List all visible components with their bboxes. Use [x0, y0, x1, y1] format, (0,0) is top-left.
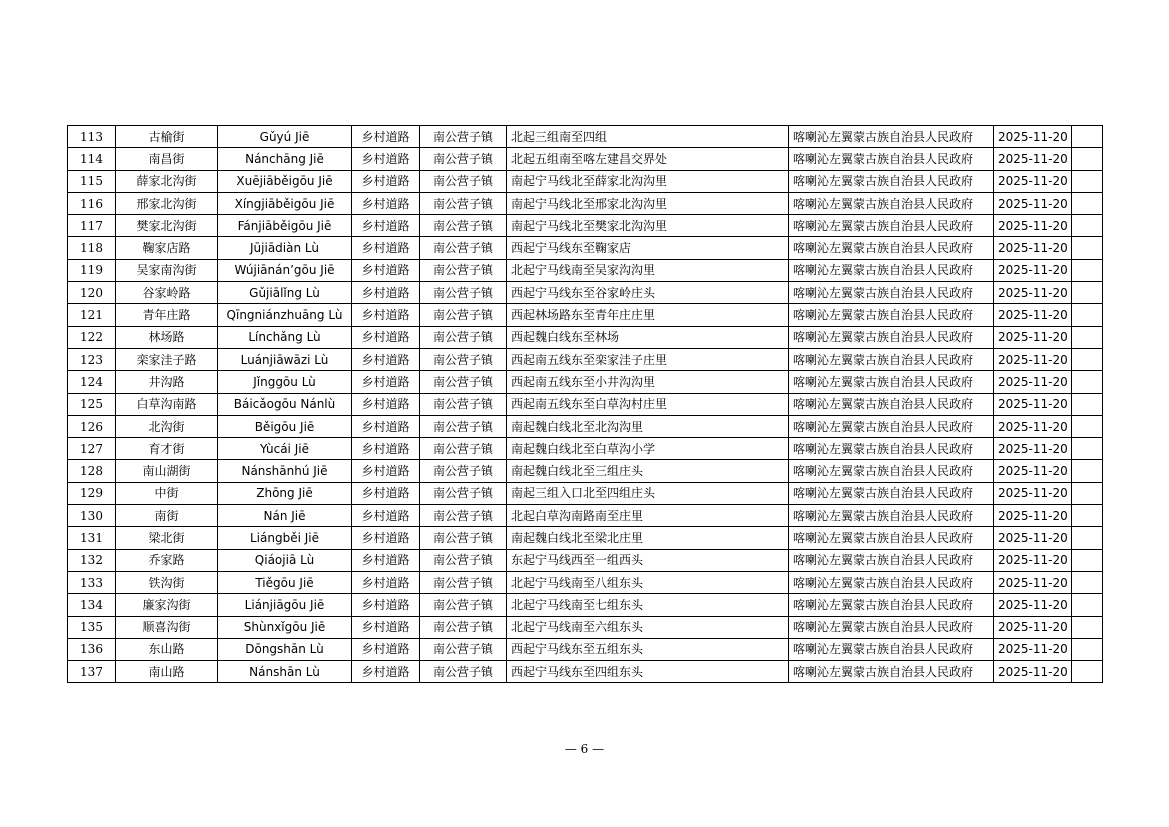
note-cell	[1072, 192, 1103, 214]
approval-date: 2025-11-20	[994, 661, 1072, 683]
road-extent: 西起宁马线东至四组东头	[507, 661, 789, 683]
road-name: 梁北街	[116, 527, 218, 549]
town-name: 南公营子镇	[420, 170, 507, 192]
road-pinyin: Luánjiāwāzi Lù	[218, 348, 352, 370]
road-type: 乡村道路	[352, 505, 420, 527]
row-number: 120	[68, 282, 116, 304]
road-type: 乡村道路	[352, 616, 420, 638]
town-name: 南公营子镇	[420, 638, 507, 660]
road-type: 乡村道路	[352, 415, 420, 437]
row-number: 116	[68, 192, 116, 214]
row-number: 135	[68, 616, 116, 638]
approving-authority: 喀喇沁左翼蒙古族自治县人民政府	[789, 170, 994, 192]
approving-authority: 喀喇沁左翼蒙古族自治县人民政府	[789, 616, 994, 638]
row-number: 133	[68, 571, 116, 593]
note-cell	[1072, 482, 1103, 504]
town-name: 南公营子镇	[420, 371, 507, 393]
approving-authority: 喀喇沁左翼蒙古族自治县人民政府	[789, 505, 994, 527]
road-name: 东山路	[116, 638, 218, 660]
table-row	[68, 594, 1103, 616]
road-names-table	[67, 125, 1103, 683]
town-name: 南公营子镇	[420, 192, 507, 214]
note-cell	[1072, 549, 1103, 571]
road-pinyin: Nán Jiē	[218, 505, 352, 527]
approving-authority: 喀喇沁左翼蒙古族自治县人民政府	[789, 438, 994, 460]
approving-authority: 喀喇沁左翼蒙古族自治县人民政府	[789, 126, 994, 148]
approving-authority: 喀喇沁左翼蒙古族自治县人民政府	[789, 192, 994, 214]
row-number: 134	[68, 594, 116, 616]
table-row	[68, 661, 1103, 683]
road-pinyin: Liángběi Jiē	[218, 527, 352, 549]
road-extent: 南起魏白线北至北沟沟里	[507, 415, 789, 437]
note-cell	[1072, 371, 1103, 393]
road-type: 乡村道路	[352, 661, 420, 683]
note-cell	[1072, 126, 1103, 148]
approval-date: 2025-11-20	[994, 549, 1072, 571]
road-pinyin: Línchǎng Lù	[218, 326, 352, 348]
road-type: 乡村道路	[352, 259, 420, 281]
road-pinyin: Gǔyú Jiē	[218, 126, 352, 148]
road-name: 吴家南沟街	[116, 259, 218, 281]
approval-date: 2025-11-20	[994, 237, 1072, 259]
road-pinyin: Zhōng Jiē	[218, 482, 352, 504]
table-row	[68, 505, 1103, 527]
table-row	[68, 616, 1103, 638]
road-name: 南街	[116, 505, 218, 527]
road-name: 古榆街	[116, 126, 218, 148]
row-number: 115	[68, 170, 116, 192]
road-type: 乡村道路	[352, 460, 420, 482]
row-number: 132	[68, 549, 116, 571]
road-pinyin: Báicǎogōu Nánlù	[218, 393, 352, 415]
town-name: 南公营子镇	[420, 393, 507, 415]
road-extent: 南起魏白线北至三组庄头	[507, 460, 789, 482]
road-extent: 南起三组入口北至四组庄头	[507, 482, 789, 504]
row-number: 129	[68, 482, 116, 504]
approval-date: 2025-11-20	[994, 415, 1072, 437]
approval-date: 2025-11-20	[994, 594, 1072, 616]
road-name: 邢家北沟街	[116, 192, 218, 214]
road-type: 乡村道路	[352, 594, 420, 616]
approving-authority: 喀喇沁左翼蒙古族自治县人民政府	[789, 215, 994, 237]
approval-date: 2025-11-20	[994, 215, 1072, 237]
note-cell	[1072, 170, 1103, 192]
approving-authority: 喀喇沁左翼蒙古族自治县人民政府	[789, 282, 994, 304]
road-extent: 北起宁马线南至六组东头	[507, 616, 789, 638]
table-row	[68, 148, 1103, 170]
note-cell	[1072, 616, 1103, 638]
row-number: 124	[68, 371, 116, 393]
road-extent: 北起白草沟南路南至庄里	[507, 505, 789, 527]
row-number: 131	[68, 527, 116, 549]
road-name: 南山湖街	[116, 460, 218, 482]
approving-authority: 喀喇沁左翼蒙古族自治县人民政府	[789, 661, 994, 683]
town-name: 南公营子镇	[420, 616, 507, 638]
town-name: 南公营子镇	[420, 571, 507, 593]
table-row	[68, 326, 1103, 348]
approval-date: 2025-11-20	[994, 126, 1072, 148]
table-row	[68, 549, 1103, 571]
road-pinyin: Liánjiāgōu Jiē	[218, 594, 352, 616]
approval-date: 2025-11-20	[994, 438, 1072, 460]
approval-date: 2025-11-20	[994, 326, 1072, 348]
note-cell	[1072, 594, 1103, 616]
row-number: 117	[68, 215, 116, 237]
table-row	[68, 348, 1103, 370]
row-number: 119	[68, 259, 116, 281]
road-type: 乡村道路	[352, 215, 420, 237]
road-type: 乡村道路	[352, 192, 420, 214]
row-number: 118	[68, 237, 116, 259]
approval-date: 2025-11-20	[994, 393, 1072, 415]
road-name: 青年庄路	[116, 304, 218, 326]
row-number: 126	[68, 415, 116, 437]
approving-authority: 喀喇沁左翼蒙古族自治县人民政府	[789, 527, 994, 549]
approval-date: 2025-11-20	[994, 192, 1072, 214]
road-extent: 西起宁马线东至五组东头	[507, 638, 789, 660]
road-name: 顺喜沟街	[116, 616, 218, 638]
town-name: 南公营子镇	[420, 482, 507, 504]
road-name: 乔家路	[116, 549, 218, 571]
approving-authority: 喀喇沁左翼蒙古族自治县人民政府	[789, 482, 994, 504]
town-name: 南公营子镇	[420, 527, 507, 549]
note-cell	[1072, 438, 1103, 460]
row-number: 125	[68, 393, 116, 415]
road-pinyin: Tiěgōu Jiē	[218, 571, 352, 593]
row-number: 130	[68, 505, 116, 527]
town-name: 南公营子镇	[420, 215, 507, 237]
road-type: 乡村道路	[352, 304, 420, 326]
approval-date: 2025-11-20	[994, 527, 1072, 549]
approval-date: 2025-11-20	[994, 259, 1072, 281]
table-row	[68, 237, 1103, 259]
road-type: 乡村道路	[352, 571, 420, 593]
approving-authority: 喀喇沁左翼蒙古族自治县人民政府	[789, 415, 994, 437]
table-row	[68, 215, 1103, 237]
town-name: 南公营子镇	[420, 126, 507, 148]
road-pinyin: Běigōu Jiē	[218, 415, 352, 437]
road-name: 铁沟街	[116, 571, 218, 593]
approval-date: 2025-11-20	[994, 282, 1072, 304]
road-pinyin: Qīngniánzhuāng Lù	[218, 304, 352, 326]
town-name: 南公营子镇	[420, 661, 507, 683]
road-type: 乡村道路	[352, 237, 420, 259]
approving-authority: 喀喇沁左翼蒙古族自治县人民政府	[789, 594, 994, 616]
table-row	[68, 126, 1103, 148]
road-pinyin: Gǔjiālǐng Lù	[218, 282, 352, 304]
approval-date: 2025-11-20	[994, 304, 1072, 326]
note-cell	[1072, 505, 1103, 527]
town-name: 南公营子镇	[420, 438, 507, 460]
note-cell	[1072, 393, 1103, 415]
road-pinyin: Jǐnggōu Lù	[218, 371, 352, 393]
town-name: 南公营子镇	[420, 415, 507, 437]
road-pinyin: Nánshānhú Jiē	[218, 460, 352, 482]
note-cell	[1072, 415, 1103, 437]
road-name: 谷家岭路	[116, 282, 218, 304]
road-pinyin: Xíngjiāběigōu Jiē	[218, 192, 352, 214]
row-number: 114	[68, 148, 116, 170]
road-name: 林场路	[116, 326, 218, 348]
note-cell	[1072, 348, 1103, 370]
row-number: 121	[68, 304, 116, 326]
road-type: 乡村道路	[352, 326, 420, 348]
approving-authority: 喀喇沁左翼蒙古族自治县人民政府	[789, 371, 994, 393]
row-number: 123	[68, 348, 116, 370]
approving-authority: 喀喇沁左翼蒙古族自治县人民政府	[789, 393, 994, 415]
approving-authority: 喀喇沁左翼蒙古族自治县人民政府	[789, 237, 994, 259]
road-name: 中街	[116, 482, 218, 504]
road-type: 乡村道路	[352, 638, 420, 660]
town-name: 南公营子镇	[420, 348, 507, 370]
road-pinyin: Jūjiādiàn Lù	[218, 237, 352, 259]
road-name: 北沟街	[116, 415, 218, 437]
approving-authority: 喀喇沁左翼蒙古族自治县人民政府	[789, 549, 994, 571]
note-cell	[1072, 571, 1103, 593]
road-extent: 西起南五线东至白草沟村庄里	[507, 393, 789, 415]
road-extent: 北起三组南至四组	[507, 126, 789, 148]
road-extent: 南起宁马线北至樊家北沟沟里	[507, 215, 789, 237]
note-cell	[1072, 326, 1103, 348]
approving-authority: 喀喇沁左翼蒙古族自治县人民政府	[789, 571, 994, 593]
note-cell	[1072, 282, 1103, 304]
road-extent: 南起魏白线北至白草沟小学	[507, 438, 789, 460]
road-name: 南昌街	[116, 148, 218, 170]
note-cell	[1072, 661, 1103, 683]
road-extent: 西起林场路东至青年庄庄里	[507, 304, 789, 326]
road-name: 薛家北沟街	[116, 170, 218, 192]
approving-authority: 喀喇沁左翼蒙古族自治县人民政府	[789, 259, 994, 281]
road-extent: 西起南五线东至小井沟沟里	[507, 371, 789, 393]
town-name: 南公营子镇	[420, 326, 507, 348]
row-number: 113	[68, 126, 116, 148]
road-name: 廉家沟街	[116, 594, 218, 616]
table-body	[68, 126, 1103, 683]
page-number: — 6 —	[564, 742, 605, 756]
approving-authority: 喀喇沁左翼蒙古族自治县人民政府	[789, 638, 994, 660]
table-row	[68, 638, 1103, 660]
table-row	[68, 460, 1103, 482]
table-row	[68, 438, 1103, 460]
table-row	[68, 393, 1103, 415]
approval-date: 2025-11-20	[994, 460, 1072, 482]
table-row	[68, 527, 1103, 549]
road-name: 井沟路	[116, 371, 218, 393]
road-name: 栾家洼子路	[116, 348, 218, 370]
road-type: 乡村道路	[352, 527, 420, 549]
approving-authority: 喀喇沁左翼蒙古族自治县人民政府	[789, 326, 994, 348]
road-name: 樊家北沟街	[116, 215, 218, 237]
note-cell	[1072, 527, 1103, 549]
approving-authority: 喀喇沁左翼蒙古族自治县人民政府	[789, 304, 994, 326]
road-extent: 北起宁马线南至八组东头	[507, 571, 789, 593]
table-row	[68, 170, 1103, 192]
note-cell	[1072, 304, 1103, 326]
note-cell	[1072, 638, 1103, 660]
note-cell	[1072, 460, 1103, 482]
road-type: 乡村道路	[352, 282, 420, 304]
road-pinyin: Dōngshān Lù	[218, 638, 352, 660]
table-row	[68, 482, 1103, 504]
note-cell	[1072, 215, 1103, 237]
town-name: 南公营子镇	[420, 282, 507, 304]
road-name: 育才街	[116, 438, 218, 460]
approval-date: 2025-11-20	[994, 616, 1072, 638]
approval-date: 2025-11-20	[994, 148, 1072, 170]
table-row	[68, 282, 1103, 304]
road-name: 白草沟南路	[116, 393, 218, 415]
approval-date: 2025-11-20	[994, 371, 1072, 393]
town-name: 南公营子镇	[420, 460, 507, 482]
note-cell	[1072, 237, 1103, 259]
road-extent: 北起宁马线南至吴家沟沟里	[507, 259, 789, 281]
table-row	[68, 304, 1103, 326]
road-type: 乡村道路	[352, 126, 420, 148]
road-extent: 南起宁马线北至薛家北沟沟里	[507, 170, 789, 192]
town-name: 南公营子镇	[420, 549, 507, 571]
approval-date: 2025-11-20	[994, 348, 1072, 370]
town-name: 南公营子镇	[420, 259, 507, 281]
table-row	[68, 415, 1103, 437]
town-name: 南公营子镇	[420, 237, 507, 259]
road-type: 乡村道路	[352, 371, 420, 393]
road-pinyin: Fánjiāběigōu Jiē	[218, 215, 352, 237]
road-type: 乡村道路	[352, 393, 420, 415]
road-extent: 西起魏白线东至林场	[507, 326, 789, 348]
approval-date: 2025-11-20	[994, 638, 1072, 660]
note-cell	[1072, 148, 1103, 170]
road-extent: 西起宁马线东至鞠家店	[507, 237, 789, 259]
road-type: 乡村道路	[352, 549, 420, 571]
road-pinyin: Wújiānán’gōu Jiē	[218, 259, 352, 281]
town-name: 南公营子镇	[420, 304, 507, 326]
row-number: 122	[68, 326, 116, 348]
road-pinyin: Qiáojiā Lù	[218, 549, 352, 571]
approval-date: 2025-11-20	[994, 571, 1072, 593]
road-type: 乡村道路	[352, 482, 420, 504]
approving-authority: 喀喇沁左翼蒙古族自治县人民政府	[789, 348, 994, 370]
road-extent: 北起宁马线南至七组东头	[507, 594, 789, 616]
road-type: 乡村道路	[352, 148, 420, 170]
table-row	[68, 259, 1103, 281]
table-row	[68, 571, 1103, 593]
road-name: 鞠家店路	[116, 237, 218, 259]
approving-authority: 喀喇沁左翼蒙古族自治县人民政府	[789, 148, 994, 170]
approval-date: 2025-11-20	[994, 482, 1072, 504]
road-extent: 北起五组南至喀左建昌交界处	[507, 148, 789, 170]
approving-authority: 喀喇沁左翼蒙古族自治县人民政府	[789, 460, 994, 482]
table-row	[68, 192, 1103, 214]
road-pinyin: Shùnxǐgōu Jiē	[218, 616, 352, 638]
road-pinyin: Nánchāng Jiē	[218, 148, 352, 170]
note-cell	[1072, 259, 1103, 281]
row-number: 136	[68, 638, 116, 660]
road-extent: 西起宁马线东至谷家岭庄头	[507, 282, 789, 304]
row-number: 128	[68, 460, 116, 482]
approval-date: 2025-11-20	[994, 505, 1072, 527]
road-extent: 西起南五线东至栾家洼子庄里	[507, 348, 789, 370]
town-name: 南公营子镇	[420, 594, 507, 616]
row-number: 137	[68, 661, 116, 683]
road-type: 乡村道路	[352, 348, 420, 370]
row-number: 127	[68, 438, 116, 460]
road-extent: 南起宁马线北至邢家北沟沟里	[507, 192, 789, 214]
road-type: 乡村道路	[352, 438, 420, 460]
road-pinyin: Xuējiāběigōu Jiē	[218, 170, 352, 192]
road-name: 南山路	[116, 661, 218, 683]
road-pinyin: Yùcái Jiē	[218, 438, 352, 460]
road-pinyin: Nánshān Lù	[218, 661, 352, 683]
town-name: 南公营子镇	[420, 505, 507, 527]
town-name: 南公营子镇	[420, 148, 507, 170]
table-row	[68, 371, 1103, 393]
approval-date: 2025-11-20	[994, 170, 1072, 192]
road-extent: 南起魏白线北至梁北庄里	[507, 527, 789, 549]
road-type: 乡村道路	[352, 170, 420, 192]
road-extent: 东起宁马线西至一组西头	[507, 549, 789, 571]
